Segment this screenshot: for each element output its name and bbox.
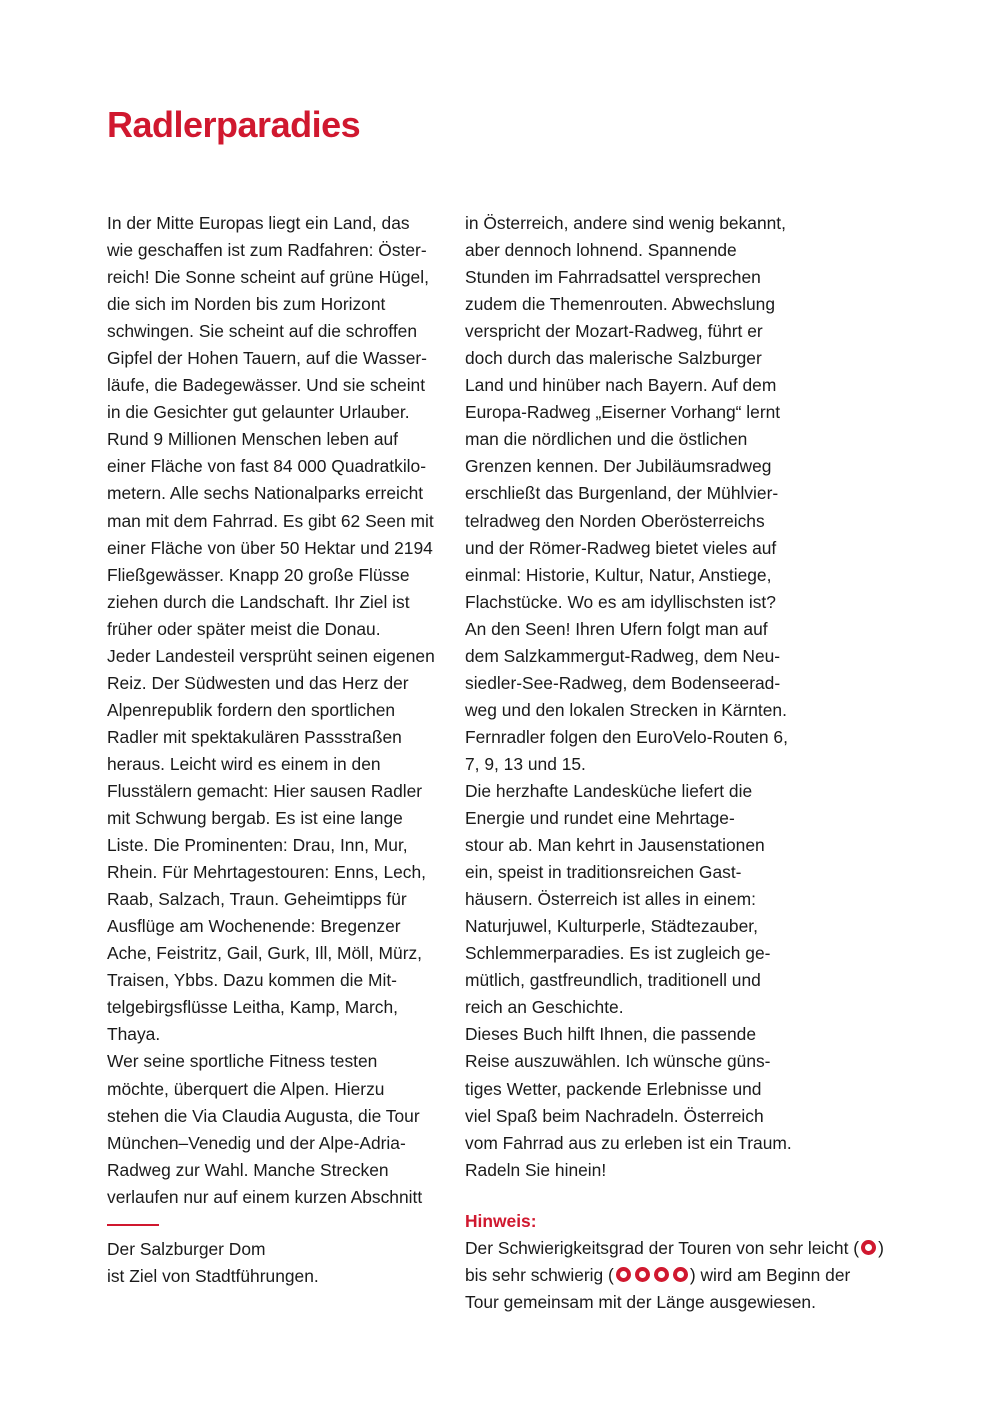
text-line: München–Venedig und der Alpe-Adria-: [107, 1132, 406, 1153]
difficulty-hint: [465, 1208, 935, 1316]
text-line: Flusstälern gemacht: Hier sausen Radler: [107, 780, 423, 801]
difficulty-ring-icon: [861, 1240, 876, 1255]
right-text-column: [465, 210, 815, 1184]
text-line: einer Fläche von fast 84 000 Quadratkilo-: [107, 456, 427, 477]
text-line: mütlich, gastfreundlich, traditionell und: [465, 970, 761, 991]
difficulty-ring-icon: [635, 1267, 650, 1282]
difficulty-ring-icon: [654, 1267, 669, 1282]
text-line: telgebirgsflüsse Leitha, Kamp, March,: [107, 997, 398, 1018]
text-line: In der Mitte Europas liegt ein Land, das: [107, 213, 410, 233]
text-line: Thaya.: [107, 1024, 161, 1045]
text-line: Jeder Landesteil versprüht seinen eigenen: [107, 645, 435, 666]
text-line: man mit dem Fahrrad. Es gibt 62 Seen mit: [107, 510, 434, 531]
text-line: Stunden im Fahrradsattel versprechen: [465, 267, 761, 288]
text-line: Radler mit spektakulären Passstraßen: [107, 726, 402, 747]
text-line: Reise auszuwählen. Ich wünsche güns-: [465, 1051, 771, 1072]
caption-line: Der Salzburger Dom: [107, 1239, 266, 1259]
text-line: Naturjuwel, Kulturperle, Städtezauber,: [465, 916, 758, 937]
text-line: doch durch das malerische Salzburger: [465, 348, 762, 369]
text-line: aber dennoch lohnend. Spannende: [465, 240, 737, 261]
text-line: Traisen, Ybbs. Dazu kommen die Mit-: [107, 970, 397, 991]
text-line: reich an Geschichte.: [465, 997, 624, 1018]
hint-line: Tour gemeinsam mit der Länge ausgewiesen.: [465, 1292, 816, 1313]
text-line: einer Fläche von über 50 Hektar und 2194: [107, 537, 433, 558]
text-line: Rund 9 Millionen Menschen leben auf: [107, 429, 398, 450]
caption-divider: [107, 1224, 159, 1226]
hint-heading: Hinweis:: [465, 1211, 537, 1231]
text-line: siedler-See-Radweg, dem Bodenseerad-: [465, 672, 781, 693]
text-line: häusern. Österreich ist alles in einem:: [465, 889, 756, 910]
caption-line: ist Ziel von Stadtführungen.: [107, 1266, 319, 1287]
text-line: möchte, überquert die Alpen. Hierzu: [107, 1078, 385, 1099]
text-line: zudem die Themenrouten. Abwechslung: [465, 294, 776, 315]
text-line: Ausflüge am Wochenende: Bregenzer: [107, 916, 401, 937]
text-line: viel Spaß beim Nachradeln. Österreich: [465, 1105, 764, 1126]
text-line: stehen die Via Claudia Augusta, die Tour: [107, 1105, 420, 1126]
text-line: Raab, Salzach, Traun. Geheimtipps für: [107, 889, 407, 910]
hint-text: ): [878, 1238, 884, 1259]
easy-difficulty-rings: [859, 1238, 878, 1258]
text-line: vom Fahrrad aus zu erleben ist ein Traum.: [465, 1132, 792, 1153]
text-line: in Österreich, andere sind wenig bekannt,: [465, 213, 786, 233]
text-line: schwingen. Sie scheint auf die schroffen: [107, 321, 417, 342]
difficulty-ring-icon: [616, 1267, 631, 1282]
text-line: Die herzhafte Landesküche liefert die: [465, 780, 753, 801]
text-line: stour ab. Man kehrt in Jausenstationen: [465, 835, 765, 856]
text-line: weg und den lokalen Strecken in Kärnten.: [465, 699, 787, 720]
text-line: Rhein. Für Mehrtagestouren: Enns, Lech,: [107, 862, 427, 883]
text-line: Wer seine sportliche Fitness testen: [107, 1051, 378, 1072]
text-line: Ache, Feistritz, Gail, Gurk, Ill, Möll, Mürz,: [107, 943, 423, 964]
text-line: heraus. Leicht wird es einem in den: [107, 753, 381, 774]
text-line: tiges Wetter, packende Erlebnisse und: [465, 1078, 762, 1099]
text-line: Fließgewässer. Knapp 20 große Flüsse: [107, 564, 410, 585]
text-line: Energie und rundet eine Mehrtage-: [465, 808, 735, 829]
hint-text: Der Schwierigkeitsgrad der Touren von sehr leicht (: [465, 1238, 860, 1259]
text-line: Grenzen kennen. Der Jubiläumsradweg: [465, 456, 772, 477]
text-line: dem Salzkammergut-Radweg, dem Neu-: [465, 645, 781, 666]
text-line: Europa-Radweg „Eiserner Vorhang“ lernt: [465, 402, 781, 423]
text-line: telradweg den Norden Oberösterreichs: [465, 510, 765, 531]
text-line: Schlemmerparadies. Es ist zugleich ge-: [465, 943, 771, 964]
text-line: früher oder später meist die Donau.: [107, 618, 381, 639]
text-line: An den Seen! Ihren Ufern folgt man auf: [465, 618, 768, 639]
text-line: in die Gesichter gut gelaunter Urlauber.: [107, 402, 410, 423]
text-line: Reiz. Der Südwesten und das Herz der: [107, 672, 409, 693]
left-text-column: [107, 210, 447, 1211]
text-line: man die nördlichen und die östlichen: [465, 429, 748, 450]
text-line: ziehen durch die Landschaft. Ihr Ziel ist: [107, 591, 410, 612]
hint-text: bis sehr schwierig (: [465, 1265, 614, 1286]
text-line: Liste. Die Prominenten: Drau, Inn, Mur,: [107, 835, 408, 856]
text-line: und der Römer-Radweg bietet vieles auf: [465, 537, 777, 558]
text-line: läufe, die Badegewässer. Und sie scheint: [107, 375, 426, 396]
text-line: metern. Alle sechs Nationalparks erreicht: [107, 483, 424, 504]
text-line: mit Schwung bergab. Es ist eine lange: [107, 808, 403, 829]
text-line: Radeln Sie hinein!: [465, 1159, 607, 1180]
page-title: Radlerparadies: [107, 104, 361, 145]
hard-difficulty-rings: [614, 1265, 690, 1285]
text-line: Gipfel der Hohen Tauern, auf die Wasser-: [107, 348, 427, 369]
text-line: Fernradler folgen den EuroVelo-Routen 6,: [465, 726, 788, 747]
text-line: Alpenrepublik fordern den sportlichen: [107, 699, 396, 720]
text-line: Flachstücke. Wo es am idyllischsten ist?: [465, 591, 776, 612]
difficulty-ring-icon: [673, 1267, 688, 1282]
text-line: verlaufen nur auf einem kurzen Abschnitt: [107, 1186, 423, 1207]
hint-line-easy: [465, 1235, 935, 1262]
text-line: Dieses Buch hilft Ihnen, die passende: [465, 1024, 756, 1045]
text-line: erschließt das Burgenland, der Mühlvier-: [465, 483, 779, 504]
text-line: Land und hinüber nach Bayern. Auf dem: [465, 375, 777, 396]
text-line: Radweg zur Wahl. Manche Strecken: [107, 1159, 389, 1180]
text-line: einmal: Historie, Kultur, Natur, Anstiege,: [465, 564, 772, 585]
text-line: reich! Die Sonne scheint auf grüne Hügel,: [107, 267, 429, 288]
hint-line-hard: [465, 1262, 935, 1289]
hint-text: ) wird am Beginn der: [689, 1265, 851, 1286]
text-line: verspricht der Mozart-Radweg, führt er: [465, 321, 763, 342]
text-line: 7, 9, 13 und 15.: [465, 753, 586, 774]
text-line: die sich im Norden bis zum Horizont: [107, 294, 386, 315]
image-caption: [107, 1236, 319, 1290]
text-line: ein, speist in traditionsreichen Gast-: [465, 862, 742, 883]
text-line: wie geschaffen ist zum Radfahren: Öster-: [107, 240, 427, 261]
